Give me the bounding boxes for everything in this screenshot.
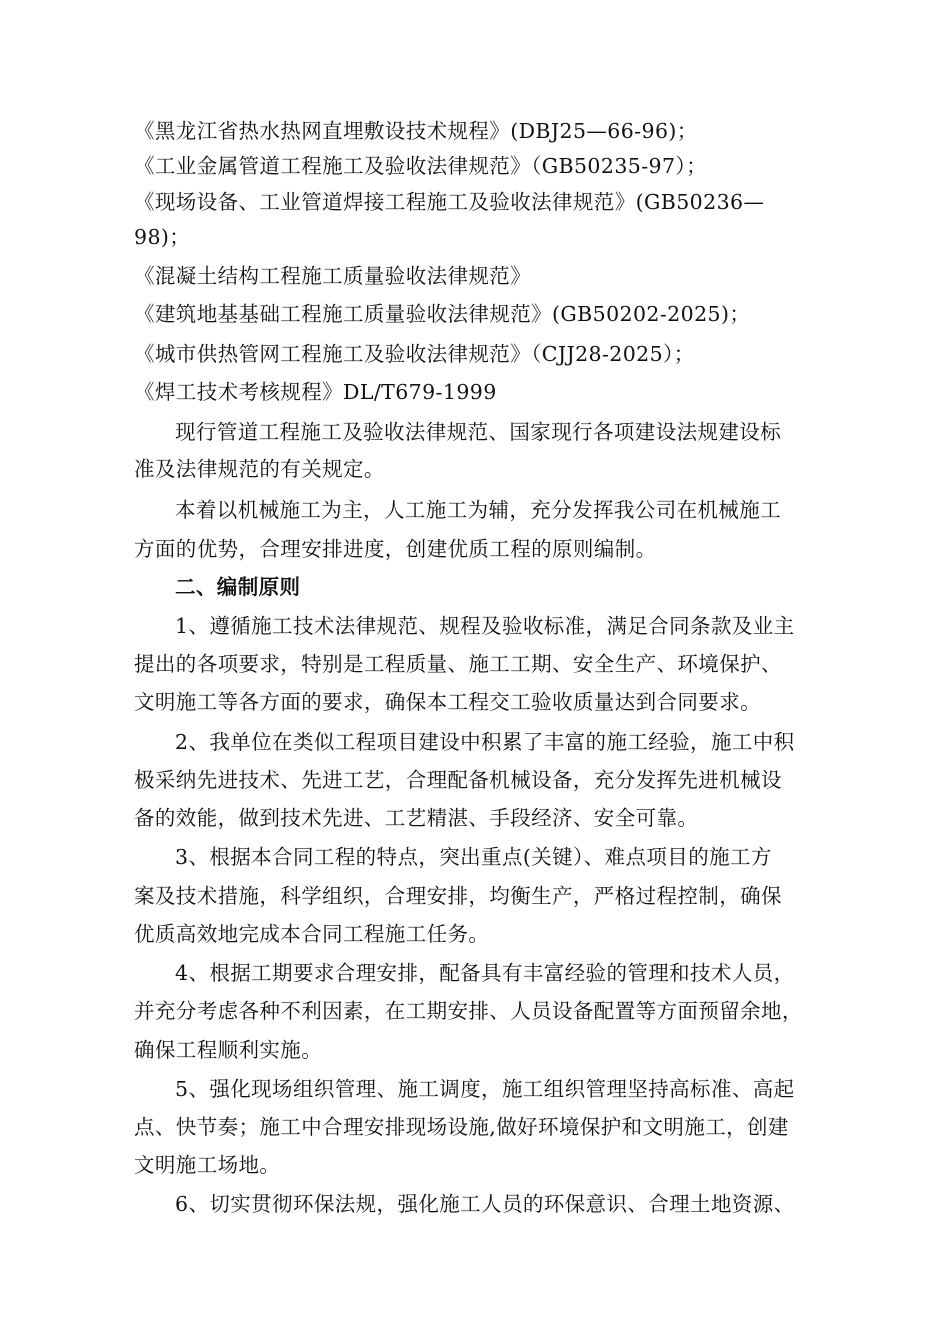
text-line-item1: 1、遵循施工技术法律规范、规程及验收标准，满足合同条款及业主 <box>175 614 795 638</box>
text-line-item4-cont1: 并充分考虑各种不利因素，在工期安排、人员设备配置等方面预留余地， <box>134 999 803 1023</box>
text-line-item6: 6、切实贯彻环保法规，强化施工人员的环保意识、合理土地资源、 <box>175 1192 795 1216</box>
text-line-item4-cont2: 确保工程顺利实施。 <box>134 1038 323 1062</box>
text-line-item3-cont2: 优质高效地完成本合同工程施工任务。 <box>134 922 490 946</box>
text-line-item5-cont2: 文明施工场地。 <box>134 1153 281 1177</box>
text-line-ref-gb50236: 《现场设备、工业管道焊接工程施工及验收法律规范》(GB50236— <box>134 190 765 214</box>
text-line-para1-cont: 准及法律规范的有关规定。 <box>134 457 385 481</box>
text-line-para2-cont: 方面的优势，合理安排进度，创建优质工程的原则编制。 <box>134 537 657 561</box>
text-line-ref-heilongjiang: 《黑龙江省热水热网直埋敷设技术规程》(DBJ25—66-96)； <box>134 119 698 143</box>
text-line-ref-concrete: 《混凝土结构工程施工质量验收法律规范》 <box>134 264 532 288</box>
text-line-ref-gb50235: 《工业金属管道工程施工及验收法律规范》（GB50235-97）； <box>134 154 707 178</box>
text-line-item1-cont1: 提出的各项要求，特别是工程质量、施工工期、安全生产、环境保护、 <box>134 652 782 676</box>
text-line-item2-cont1: 极采纳先进技术、先进工艺，合理配备机械设备，充分发挥先进机械设 <box>134 768 782 792</box>
text-line-item2-cont2: 备的效能，做到技术先进、工艺精湛、手段经济、安全可靠。 <box>134 806 699 830</box>
text-line-item5-cont1: 点、快节奏；施工中合理安排现场设施,做好环境保护和文明施工，创建 <box>134 1115 789 1139</box>
text-line-item3: 3、根据本合同工程的特点，突出重点(关键）、难点项目的施工方 <box>175 845 772 869</box>
text-line-ref-gb50202: 《建筑地基基础工程施工质量验收法律规范》(GB50202-2025)； <box>134 302 751 326</box>
text-line-para1: 现行管道工程施工及验收法律规范、国家现行各项建设法规建设标 <box>175 420 782 444</box>
text-line-para2: 本着以机械施工为主，人工施工为辅，充分发挥我公司在机械施工 <box>175 498 782 522</box>
text-line-ref-welder: 《焊工技术考核规程》DL/T679-1999 <box>134 380 497 404</box>
text-line-item3-cont1: 案及技术措施，科学组织，合理安排，均衡生产，严格过程控制，确保 <box>134 884 782 908</box>
text-line-item4: 4、根据工期要求合理安排，配备具有丰富经验的管理和技术人员， <box>175 961 795 985</box>
text-line-ref-gb50236-cont: 98)； <box>134 225 191 249</box>
text-line-item2: 2、我单位在类似工程项目建设中积累了丰富的施工经验，施工中积 <box>175 730 795 754</box>
text-line-ref-cjj28: 《城市供热管网工程施工及验收法律规范》（CJJ28-2025）； <box>134 342 695 366</box>
section-heading: 二、编制原则 <box>175 575 301 599</box>
text-line-item5: 5、强化现场组织管理、施工调度，施工组织管理坚持高标准、高起 <box>175 1077 795 1101</box>
text-line-item1-cont2: 文明施工等各方面的要求，确保本工程交工验收质量达到合同要求。 <box>134 690 761 714</box>
